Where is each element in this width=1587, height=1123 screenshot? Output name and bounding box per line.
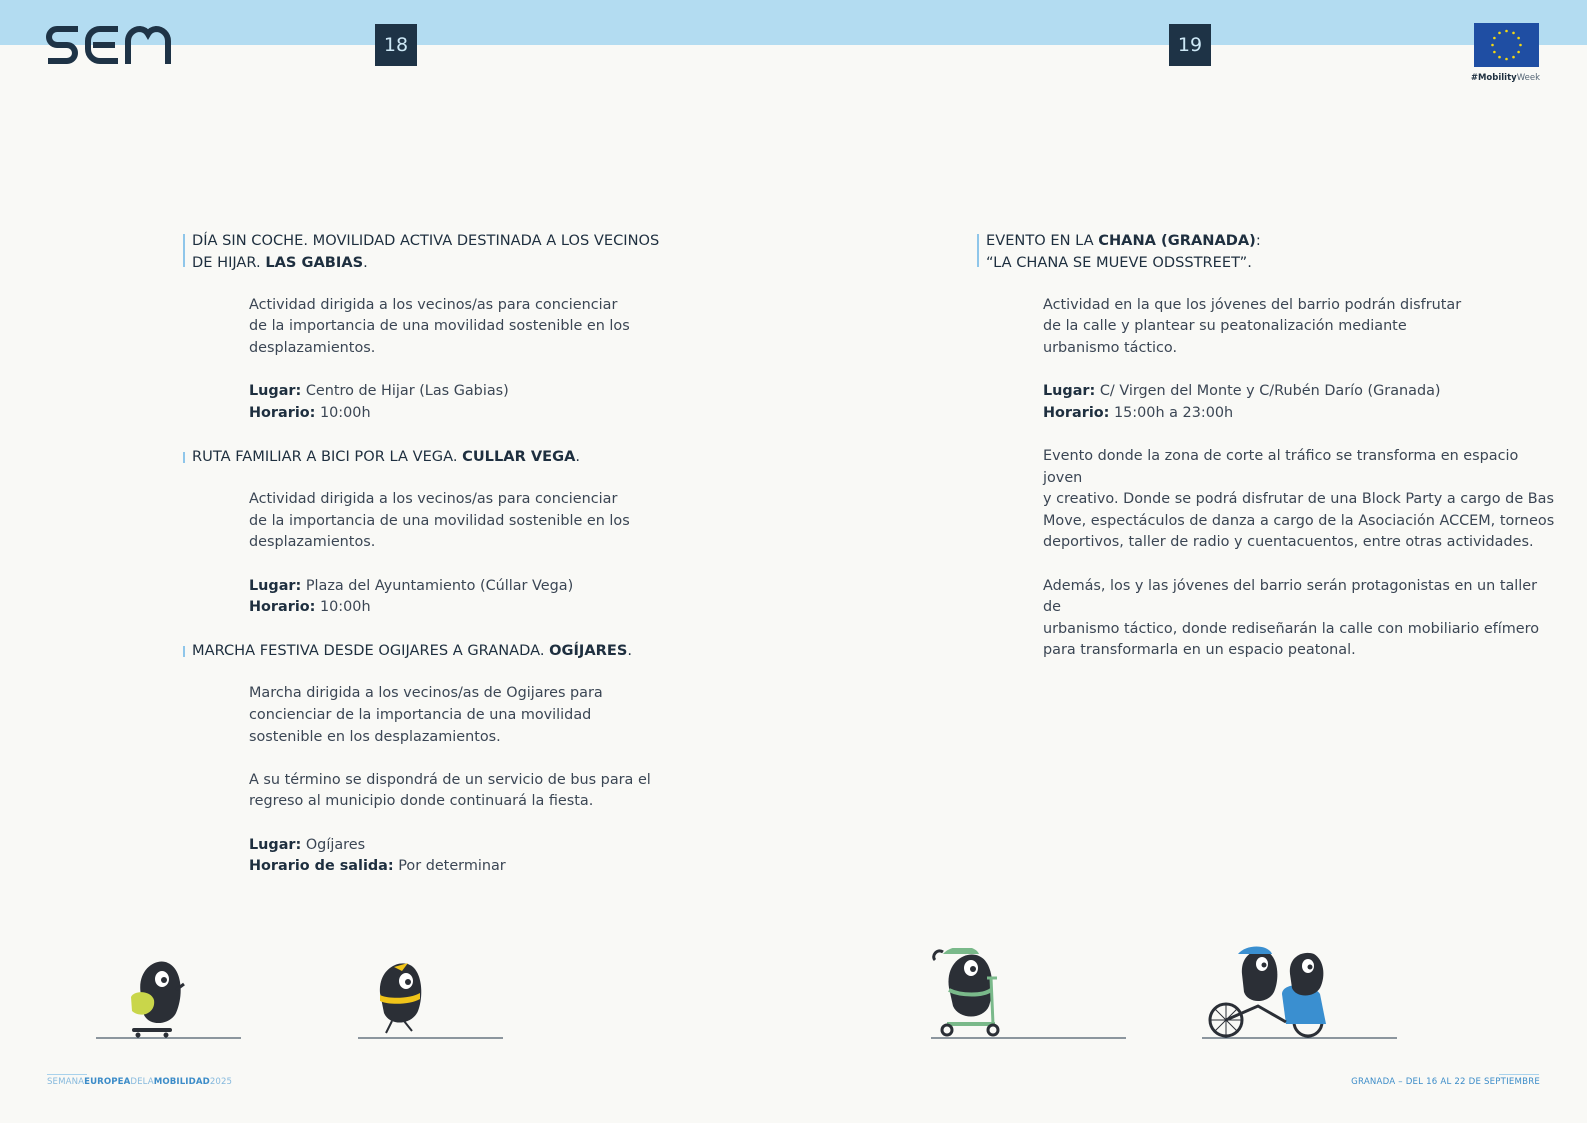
- runner-mascot-icon: [358, 955, 503, 1040]
- event-description-cullar-vega: Actividad dirigida a los vecinos/as para concienciar de la importancia de una movilidad sostenible en los desplazamientos. Lugar: Plaza del Ayuntamiento (Cúllar Vega) Horario: 10:00h: [183, 489, 703, 619]
- skateboard-mascot-icon: [96, 955, 241, 1040]
- cargo-bike-mascots-icon: [1202, 944, 1397, 1040]
- footer-rule-left: [47, 1074, 87, 1075]
- event-description-las-gabias: Actividad dirigida a los vecinos/as para concienciar de la importancia de una movilidad sostenible en los desplazamientos. Lugar: Centro de Hijar (Las Gabias) Horario: 10:00h: [183, 295, 703, 425]
- footer-event-name: SEMANAEUROPEADELAMOBILIDAD2025: [47, 1077, 233, 1087]
- event-heading-cullar-vega: RUTA FAMILIAR A BICI POR LA VEGA. CULLAR VEGA.: [183, 446, 703, 468]
- footer-rule-right: [1499, 1074, 1539, 1075]
- event-time: Horario de salida: Por determinar: [249, 858, 506, 875]
- mobility-week-hashtag: #MobilityWeek: [1470, 73, 1540, 83]
- event-location: Lugar: C/ Virgen del Monte y C/Rubén Darío (Granada): [1043, 383, 1441, 400]
- event-heading-chana: EVENTO EN LA CHANA (GRANADA): “LA CHANA SE MUEVE ODSSTREET”.: [977, 230, 1557, 273]
- event-location: Lugar: Ogíjares: [249, 836, 366, 853]
- event-time: Horario: 10:00h: [249, 404, 371, 421]
- event-description-ogijares: Marcha dirigida a los vecinos/as de Ogijares para concienciar de la importancia de una movilidad sostenible en los desplazamientos. A su término se dispondrá de un servicio de bus para el regreso al municipio donde continuará la fiesta. Lugar: Ogíjares Horario de salida: Por determinar: [183, 683, 703, 877]
- page-number-left: 18: [375, 24, 417, 66]
- top-band: [0, 0, 1587, 45]
- event-time: Horario: 15:00h a 23:00h: [1043, 404, 1234, 421]
- right-column: [977, 230, 1557, 662]
- scooter-mascot-icon: [931, 948, 1126, 1040]
- event-description-chana: Actividad en la que los jóvenes del barrio podrán disfrutar de la calle y plantear su peatonalización mediante urbanismo táctico. Lugar: C/ Virgen del Monte y C/Rubén Darío (Granada) Horario: 15:00h a 23:00h Evento donde la zona de corte al tráfico se transforma en espacio joven y creativo. Donde se podrá disfrutar de una Block Party a cargo de Bas Move, espectáculos de danza a cargo de la Asociación ACCEM, torneos deportivos, taller de radio y cuentacuentos, entre otras actividades. Además, los y las jóvenes del barrio serán protagonistas en un taller de urbanismo táctico, donde rediseñarán la calle con mobiliario efímero para transformarla en un espacio peatonal.: [977, 295, 1557, 662]
- eu-flag-icon: [1474, 23, 1539, 67]
- event-location: Lugar: Centro de Hijar (Las Gabias): [249, 383, 509, 400]
- event-heading-ogijares: MARCHA FESTIVA DESDE OGIJARES A GRANADA. OGÍJARES.: [183, 640, 703, 662]
- footer-dates: GRANADA – DEL 16 AL 22 DE SEPTIEMBRE: [1351, 1077, 1540, 1087]
- event-time: Horario: 10:00h: [249, 599, 371, 616]
- left-column: [183, 230, 703, 878]
- event-location: Lugar: Plaza del Ayuntamiento (Cúllar Vega): [249, 577, 574, 594]
- page-number-right: 19: [1169, 24, 1211, 66]
- sem-logo: [45, 24, 171, 68]
- event-heading-las-gabias: DÍA SIN COCHE. MOVILIDAD ACTIVA DESTINADA A LOS VECINOS DE HIJAR. LAS GABIAS.: [183, 230, 703, 273]
